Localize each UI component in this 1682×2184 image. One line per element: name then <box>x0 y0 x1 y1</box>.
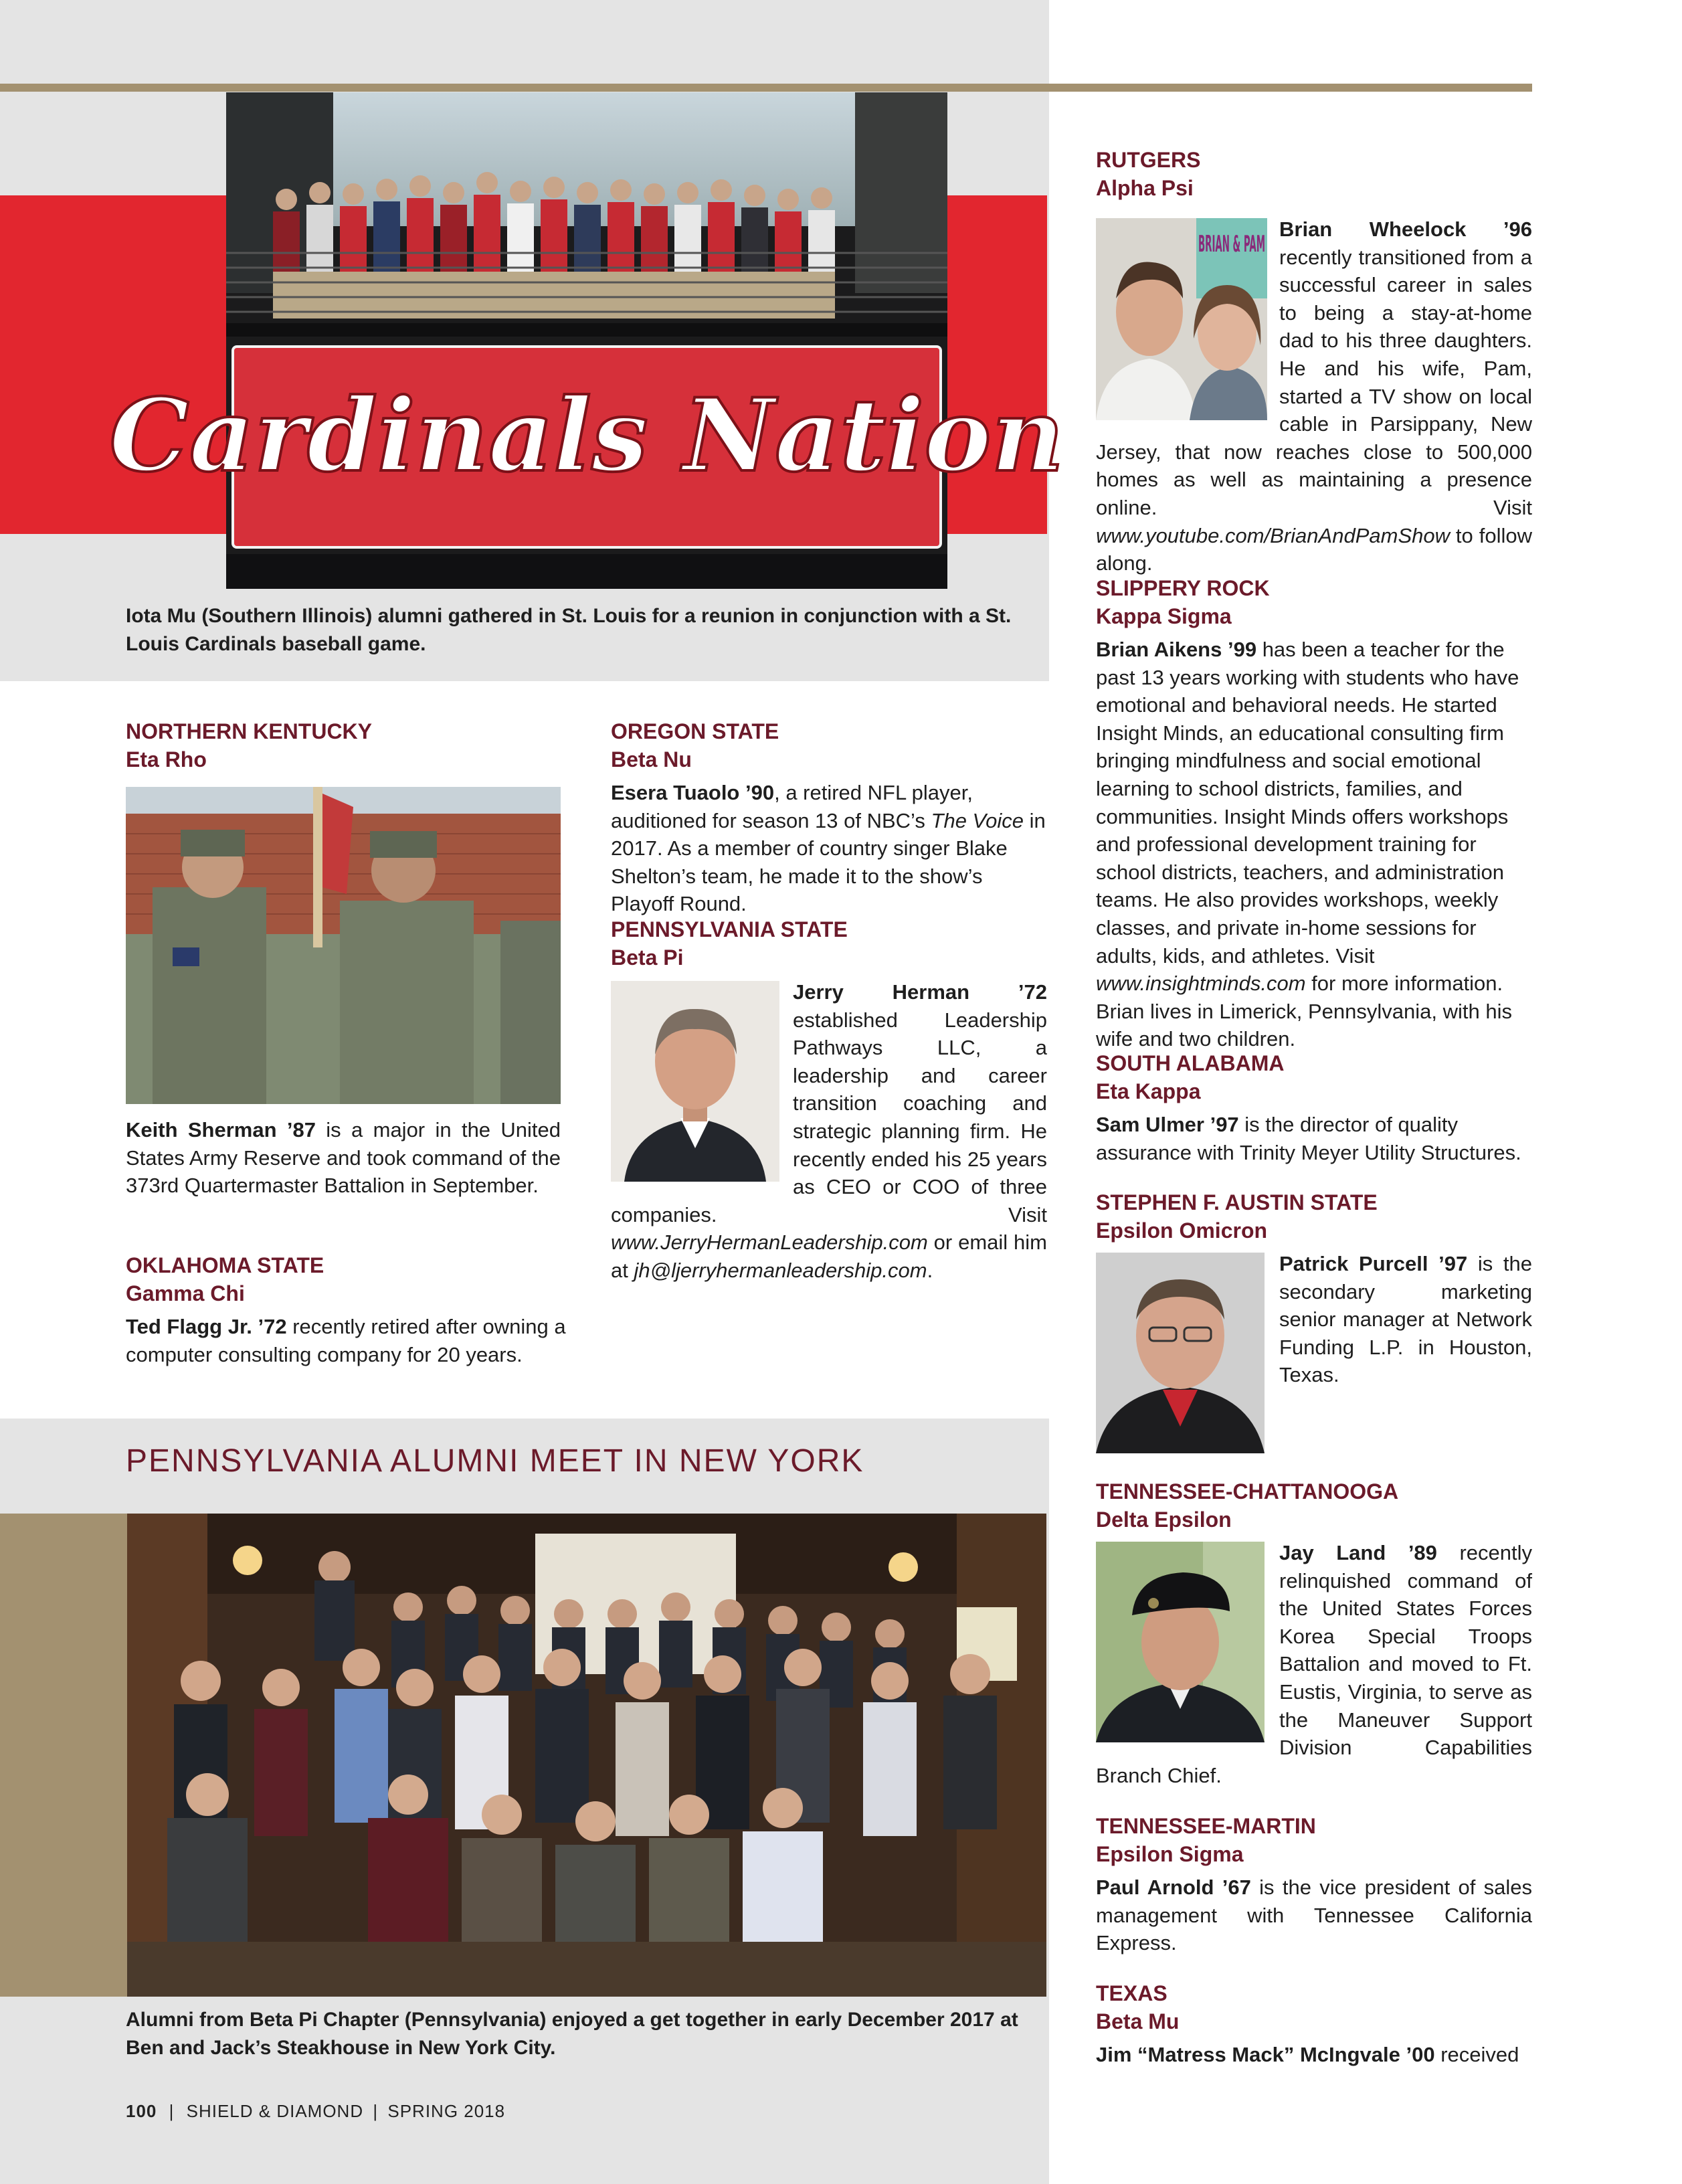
tennessee-chattanooga-heading: TENNESSEE-CHATTANOOGA <box>1096 1479 1399 1504</box>
cardinals-sign-text: Cardinals Nation <box>109 377 1064 494</box>
paul-arnold-text: is the vice president of sales management with Tennessee California Express. <box>1096 1876 1532 1955</box>
oregon-state-heading: OREGON STATE <box>611 719 779 743</box>
jay-land-name: Jay Land ’89 <box>1279 1541 1437 1564</box>
jerry-herman-name: Jerry Herman ’72 <box>793 980 1047 1004</box>
paul-arnold-entry <box>1096 1874 1532 1957</box>
ted-flagg-text: recently retired after owning a computer consulting company for 20 years. <box>126 1315 566 1366</box>
ted-flagg-name: Ted Flagg Jr. ’72 <box>126 1315 287 1338</box>
page-number: 100 <box>126 2101 157 2121</box>
jay-land-text: recently relinquished command of the United States Forces Korea Special Troops Battalion and moved to Ft. Eustis, Virginia, to serve as the Maneuver Support Division Capabilities Branch Chief. <box>1096 1541 1532 1787</box>
eta-kappa-chapter: Eta Kappa <box>1096 1079 1201 1103</box>
south-alabama-heading: SOUTH ALABAMA <box>1096 1051 1285 1075</box>
sam-ulmer-text: is the director of quality assurance with Trinity Meyer Utility Structures. <box>1096 1113 1521 1164</box>
beta-pi-chapter: Beta Pi <box>611 945 684 970</box>
keith-sherman-entry <box>126 1116 561 1200</box>
the-voice-title: The Voice <box>931 808 1024 832</box>
brian-wheelock-entry <box>1096 215 1532 577</box>
brian-pam-show-url[interactable]: www.youtube.com/BrianAndPamShow <box>1096 523 1450 547</box>
show-sign-text: BRIAN & PAM <box>1198 231 1265 258</box>
new-york-group-photo <box>127 1514 1046 1997</box>
stephen-f-austin-heading: STEPHEN F. AUSTIN STATE <box>1096 1190 1378 1214</box>
jay-land-entry <box>1096 1539 1532 1789</box>
ny-photo-caption: Alumni from Beta Pi Chapter (Pennsylvania) enjoyed a get together in early December 2017 at Ben and Jack’s Steakhouse in New York City. <box>126 2009 1018 2059</box>
rutgers-heading: RUTGERS <box>1096 148 1201 172</box>
brian-wheelock-text-2: to follow along. <box>1096 523 1532 575</box>
alpha-psi-chapter: Alpha Psi <box>1096 176 1194 200</box>
kappa-sigma-chapter: Kappa Sigma <box>1096 604 1232 628</box>
beta-mu-chapter: Beta Mu <box>1096 2009 1180 2033</box>
jerry-herman-text-2: or email him at <box>611 1231 1047 1282</box>
insight-minds-url[interactable]: www.insightminds.com <box>1096 972 1306 996</box>
epsilon-omicron-chapter: Epsilon Omicron <box>1096 1218 1268 1243</box>
northern-kentucky-heading: NORTHERN KENTUCKY <box>126 719 372 743</box>
beta-nu-chapter: Beta Nu <box>611 747 692 771</box>
eta-rho-chapter: Eta Rho <box>126 747 207 771</box>
esera-tuaolo-text-1: , a retired NFL player, auditioned for season 13 of NBC’s <box>611 781 973 832</box>
sam-ulmer-name: Sam Ulmer ’97 <box>1096 1113 1239 1136</box>
pennsylvania-state-heading: PENNSYLVANIA STATE <box>611 917 848 941</box>
gold-band <box>0 1514 127 1997</box>
patrick-purcell-text: is the secondary marketing senior manager at Network Funding L.P. in Houston, Texas. <box>1279 1252 1532 1387</box>
delta-epsilon-chapter: Delta Epsilon <box>1096 1508 1232 1532</box>
gamma-chi-chapter: Gamma Chi <box>126 1281 245 1305</box>
footer-separator-2: | <box>373 2101 379 2121</box>
texas-heading: TEXAS <box>1096 1981 1167 2005</box>
jerry-herman-text-1: established Leadership Pathways LLC, a leadership and career transition coaching and strategic planning firm. He recently ended his 25 years as CEO or COO of three companies. Visit <box>611 1008 1047 1226</box>
sam-ulmer-entry <box>1096 1111 1532 1166</box>
publication-name: SHIELD & DIAMOND <box>186 2101 364 2121</box>
jerry-herman-entry <box>611 978 1047 1285</box>
patrick-purcell-entry <box>1096 1250 1532 1468</box>
brian-wheelock-text-1: recently transitioned from a successful career in sales to being a stay-at-home dad to his three daughters. He and his wife, Pam, started a TV show on local cable in Parsippany, New Jersey, that now reaches close to 500,000 homes as well as maintaining a presence online. Visit <box>1096 245 1532 519</box>
jim-mcingvale-entry <box>1096 2041 1532 2069</box>
oklahoma-state-heading: OKLAHOMA STATE <box>126 1253 324 1277</box>
ny-section-title: PENNSYLVANIA ALUMNI MEET IN NEW YORK <box>126 1443 864 1479</box>
issue-date: SPRING 2018 <box>387 2101 506 2121</box>
top-photo-caption: Iota Mu (Southern Illinois) alumni gathered in St. Louis for a reunion in conjunction with a St. Louis Cardinals baseball game. <box>126 605 1012 655</box>
brian-aikens-entry <box>1096 636 1532 1053</box>
brian-wheelock-name: Brian Wheelock ’96 <box>1279 217 1532 241</box>
page-footer <box>126 2101 505 2122</box>
cardinals-photo <box>109 92 1064 589</box>
slippery-rock-heading: SLIPPERY ROCK <box>1096 576 1270 600</box>
esera-tuaolo-entry <box>611 779 1047 918</box>
epsilon-sigma-chapter: Epsilon Sigma <box>1096 1842 1244 1866</box>
jerry-herman-email[interactable]: jh@ljerryhermanleadership.com <box>634 1258 927 1282</box>
top-gold-rule <box>0 84 1532 92</box>
brian-aikens-text-1: has been a teacher for the past 13 years working with students who have emotional and behavioral needs. He started Insight Minds, an educational consulting firm bringing mindfulness and social emotional learning to school districts, families, and communities. Insight Minds offers workshops and professional development training for school districts, teachers, and administration teams. He also provides workshops, weekly classes, and private in-home sessions for adults, kids, and athletes. Visit <box>1096 638 1519 968</box>
jim-mcingvale-text: received <box>1434 2043 1519 2066</box>
keith-sherman-text: is a major in the United States Army Reserve and took command of the 373rd Quartermaster Battalion in September. <box>126 1118 561 1198</box>
jerry-herman-text-3: . <box>927 1258 933 1282</box>
footer-separator: | <box>169 2101 175 2121</box>
tennessee-martin-heading: TENNESSEE-MARTIN <box>1096 1814 1316 1838</box>
esera-tuaolo-name: Esera Tuaolo ’90 <box>611 781 775 804</box>
ted-flagg-entry <box>126 1313 567 1368</box>
keith-sherman-photo <box>126 787 561 1104</box>
jerry-herman-url[interactable]: www.JerryHermanLeadership.com <box>611 1231 928 1255</box>
jim-mcingvale-name: Jim “Matress Mack” McIngvale ’00 <box>1096 2043 1435 2066</box>
brian-aikens-text-2: for more information. Brian lives in Limerick, Pennsylvania, with his wife and two children. <box>1096 972 1512 1051</box>
brian-aikens-name: Brian Aikens ’99 <box>1096 638 1257 661</box>
esera-tuaolo-text-2: in 2017. As a member of country singer Blake Shelton’s team, he made it to the show’s Playoff Round. <box>611 808 1046 916</box>
paul-arnold-name: Paul Arnold ’67 <box>1096 1876 1251 1899</box>
keith-sherman-name: Keith Sherman ’87 <box>126 1118 316 1142</box>
patrick-purcell-name: Patrick Purcell ’97 <box>1279 1252 1468 1275</box>
